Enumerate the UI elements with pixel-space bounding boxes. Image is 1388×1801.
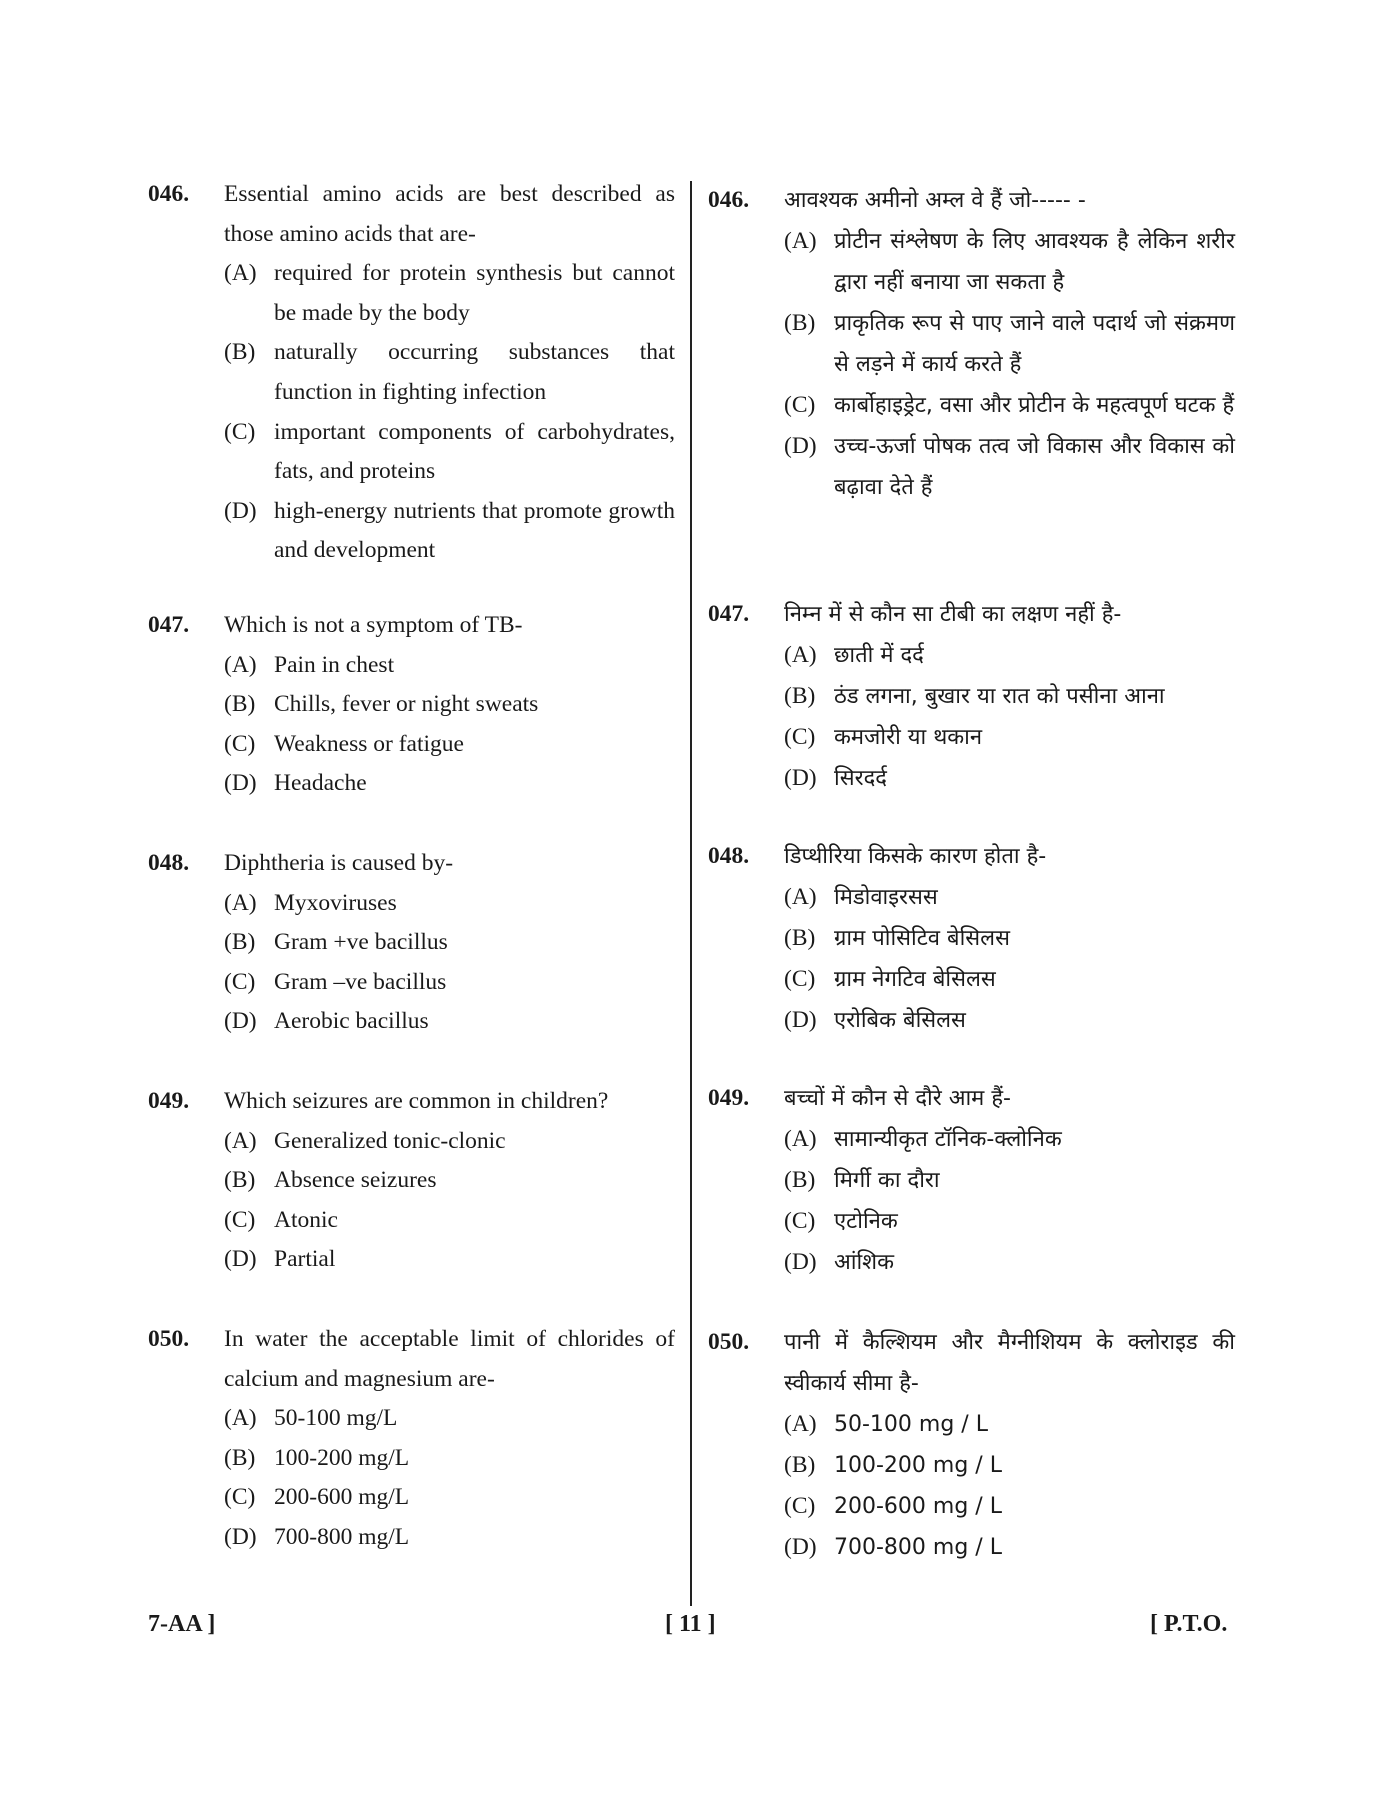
option-d (784, 426, 1235, 508)
question-number: 048. (148, 850, 190, 876)
option-label: (D) (224, 1008, 257, 1035)
option-text: Generalized tonic-clonic (274, 1127, 506, 1154)
question-text: Diphtheria is caused by- (224, 850, 454, 876)
option-text: Gram –ve bacillus (274, 968, 447, 995)
option-text: ग्राम नेगटिव बेसिलस (834, 967, 996, 992)
option-text: आंशिक (834, 1250, 895, 1275)
question-048-hi (708, 836, 1235, 1041)
option-label: (A) (784, 642, 817, 668)
option-label: (B) (784, 310, 816, 336)
option-label: (C) (224, 730, 256, 757)
option-label: (B) (224, 691, 256, 718)
option-label: (D) (224, 1523, 257, 1550)
option-text: important components of carbohydrates, fats, and proteins (274, 418, 675, 485)
option-a (224, 254, 675, 333)
option-a (224, 1399, 675, 1439)
option-label: (B) (784, 1452, 816, 1478)
question-046-hi (708, 180, 1235, 508)
question-number: 047. (148, 612, 190, 638)
page-number: [ 11 ] (665, 1611, 716, 1637)
option-c (224, 413, 675, 492)
question-text: पानी में कैल्शियम और मैग्नीशियम के क्लोराइड की स्वीकार्य सीमा है- (784, 1330, 1235, 1396)
option-text: कार्बोहाइड्रेट, वसा और प्रोटीन के महत्वपूर्ण घटक हैं (834, 393, 1235, 418)
option-b (224, 333, 675, 412)
option-text: Chills, fever or night sweats (274, 691, 539, 718)
option-a (784, 635, 1235, 676)
option-a (784, 877, 1235, 918)
option-text: 700-800 mg / L (834, 1535, 1002, 1560)
option-text: Aerobic bacillus (274, 1008, 429, 1035)
question-049-hi (708, 1078, 1235, 1283)
option-a (224, 646, 675, 686)
options-list (224, 1399, 675, 1557)
option-label: (B) (224, 339, 256, 366)
option-d (784, 1527, 1235, 1568)
option-d (784, 1242, 1235, 1283)
options-list (784, 221, 1235, 508)
question-number: 050. (708, 1329, 750, 1355)
option-b (224, 923, 675, 963)
question-number: 046. (148, 181, 190, 207)
option-text: सिरदर्द (834, 766, 887, 791)
option-label: (C) (784, 1493, 816, 1519)
option-b (784, 1160, 1235, 1201)
question-text: Which is not a symptom of TB- (224, 612, 523, 638)
option-text: Absence seizures (274, 1167, 437, 1194)
option-text: एटोनिक (834, 1209, 898, 1234)
pto-label: [ P.T.O. (1150, 1611, 1228, 1637)
option-d (784, 758, 1235, 799)
option-b (784, 1445, 1235, 1486)
question-048-en (148, 844, 675, 1042)
option-b (784, 303, 1235, 385)
option-text: ग्राम पोसिटिव बेसिलस (834, 926, 1010, 951)
options-list (784, 1404, 1235, 1568)
option-text: Atonic (274, 1206, 338, 1233)
option-text: Partial (274, 1246, 336, 1273)
option-label: (C) (224, 1206, 256, 1233)
question-number: 050. (148, 1326, 190, 1352)
option-c (224, 963, 675, 1003)
option-c (784, 717, 1235, 758)
option-label: (A) (784, 1411, 817, 1437)
option-d (224, 1240, 675, 1280)
question-number: 047. (708, 601, 750, 627)
question-text: In water the acceptable limit of chlorides of calcium and magnesium are- (224, 1326, 675, 1392)
options-list (224, 254, 675, 571)
booklet-code: 7-AA ] (148, 1611, 216, 1637)
question-050-en (148, 1320, 675, 1558)
options-list (784, 877, 1235, 1041)
question-text: Essential amino acids are best described as those amino acids that are- (224, 181, 675, 247)
option-label: (D) (224, 1246, 257, 1273)
question-text: डिप्थीरिया किसके कारण होता है- (784, 844, 1047, 869)
option-d (224, 1518, 675, 1558)
option-label: (A) (224, 1405, 257, 1432)
question-text: बच्चों में कौन से दौरे आम हैं- (784, 1086, 1011, 1111)
option-text: naturally occurring substances that function in fighting infection (274, 339, 675, 405)
option-text: 200-600 mg/L (274, 1484, 410, 1511)
option-label: (C) (224, 1484, 256, 1511)
option-b (224, 685, 675, 725)
option-text: मिडोवाइरसस (834, 885, 938, 910)
option-a (224, 884, 675, 924)
column-divider (690, 181, 692, 1606)
option-text: 100-200 mg/L (274, 1444, 410, 1471)
option-text: Gram +ve bacillus (274, 929, 448, 956)
option-text: उच्च-ऊर्जा पोषक तत्व जो विकास और विकास को बढ़ावा देते हैं (834, 434, 1235, 500)
option-label: (D) (784, 1249, 817, 1275)
option-text: 50-100 mg/L (274, 1405, 398, 1432)
option-text: high-energy nutrients that promote growth and development (274, 497, 675, 564)
option-c (784, 959, 1235, 1000)
option-label: (D) (784, 1534, 817, 1560)
option-c (224, 1201, 675, 1241)
option-b (224, 1161, 675, 1201)
option-label: (A) (224, 260, 257, 287)
option-label: (A) (784, 884, 817, 910)
option-label: (C) (224, 418, 256, 445)
option-label: (C) (784, 392, 816, 418)
options-list (224, 1122, 675, 1280)
option-text: मिर्गी का दौरा (834, 1168, 940, 1193)
option-text: required for protein synthesis but cannot be made by the body (274, 260, 675, 326)
question-number: 049. (708, 1085, 750, 1111)
option-a (784, 1404, 1235, 1445)
option-text: 200-600 mg / L (834, 1494, 1002, 1519)
question-047-en (148, 606, 675, 804)
option-a (784, 221, 1235, 303)
option-text: 100-200 mg / L (834, 1453, 1002, 1478)
question-047-hi (708, 594, 1235, 799)
option-label: (D) (224, 497, 257, 524)
option-c (224, 725, 675, 765)
options-list (784, 1119, 1235, 1283)
question-number: 046. (708, 187, 750, 213)
option-label: (A) (224, 1127, 257, 1154)
option-c (784, 385, 1235, 426)
question-050-hi (708, 1322, 1235, 1568)
question-number: 049. (148, 1088, 190, 1114)
option-label: (B) (224, 1444, 256, 1471)
option-label: (B) (784, 1167, 816, 1193)
option-text: प्रोटीन संश्लेषण के लिए आवश्यक है लेकिन शरीर द्वारा नहीं बनाया जा सकता है (834, 229, 1235, 295)
option-text: प्राकृतिक रूप से पाए जाने वाले पदार्थ जो संक्रमण से लड़ने में कार्य करते हैं (834, 311, 1235, 377)
options-list (784, 635, 1235, 799)
option-label: (D) (224, 770, 257, 797)
option-c (784, 1486, 1235, 1527)
option-label: (B) (784, 683, 816, 709)
option-d (224, 492, 675, 571)
option-d (784, 1000, 1235, 1041)
option-text: Weakness or fatigue (274, 730, 464, 757)
options-list (224, 884, 675, 1042)
question-049-en (148, 1082, 675, 1280)
option-text: सामान्यीकृत टॉनिक-क्लोनिक (834, 1127, 1062, 1152)
option-text: कमजोरी या थकान (834, 725, 983, 750)
option-text: 700-800 mg/L (274, 1523, 410, 1550)
option-b (224, 1439, 675, 1479)
question-number: 048. (708, 843, 750, 869)
option-label: (A) (224, 651, 257, 678)
option-text: Pain in chest (274, 651, 395, 678)
option-label: (C) (784, 724, 816, 750)
option-label: (B) (784, 925, 816, 951)
option-label: (D) (784, 1007, 817, 1033)
option-text: ठंड लगना, बुखार या रात को पसीना आना (834, 684, 1165, 709)
option-text: Myxoviruses (274, 889, 397, 916)
option-text: 50-100 mg / L (834, 1412, 988, 1437)
option-label: (A) (784, 228, 817, 254)
option-text: एरोबिक बेसिलस (834, 1008, 966, 1033)
option-b (784, 676, 1235, 717)
option-a (224, 1122, 675, 1162)
option-label: (B) (224, 1167, 256, 1194)
option-c (224, 1478, 675, 1518)
option-b (784, 918, 1235, 959)
option-label: (B) (224, 929, 256, 956)
option-c (784, 1201, 1235, 1242)
option-label: (A) (224, 889, 257, 916)
option-label: (C) (224, 968, 256, 995)
option-label: (C) (784, 966, 816, 992)
option-d (224, 764, 675, 804)
question-text: Which seizures are common in children? (224, 1088, 609, 1114)
option-text: Headache (274, 770, 367, 797)
option-d (224, 1002, 675, 1042)
option-label: (A) (784, 1126, 817, 1152)
question-text: आवश्यक अमीनो अम्ल वे हैं जो----- - (784, 188, 1086, 213)
question-text: निम्न में से कौन सा टीबी का लक्षण नहीं है- (784, 602, 1122, 627)
option-label: (D) (784, 433, 817, 459)
option-label: (C) (784, 1208, 816, 1234)
option-label: (D) (784, 765, 817, 791)
question-046-en (148, 175, 675, 571)
options-list (224, 646, 675, 804)
option-a (784, 1119, 1235, 1160)
option-text: छाती में दर्द (834, 643, 924, 668)
